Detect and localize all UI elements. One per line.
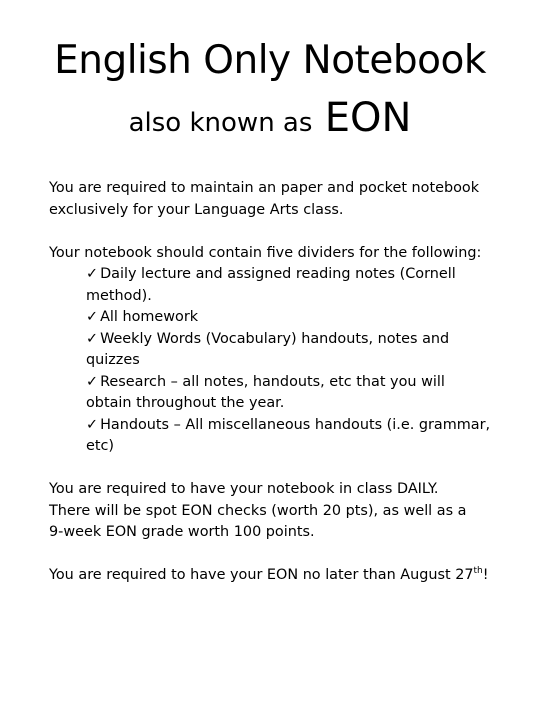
requirements-paragraph (49, 479, 509, 544)
page-title: English Only Notebook (54, 38, 486, 83)
checkmark-icon: ✓ (86, 373, 99, 390)
checkmark-icon: ✓ (86, 330, 99, 347)
paragraph-spacer (49, 544, 509, 566)
requirements-line-2: There will be spot EON checks (worth 20 pts), as well as a (49, 502, 467, 519)
deadline-ordinal-suffix: th (473, 566, 483, 576)
checkmark-icon: ✓ (86, 266, 99, 282)
checklist-item-line-1: Weekly Words (Vocabulary) handouts, notes and (100, 330, 450, 347)
checklist-item (86, 372, 509, 415)
dividers-lead: Your notebook should contain five dividers for the following: (49, 244, 482, 261)
checklist-item (86, 264, 509, 307)
intro-paragraph (49, 178, 509, 221)
checklist-item (86, 329, 509, 372)
subtitle-prefix: also known as (128, 108, 313, 138)
dividers-checklist (49, 264, 509, 458)
paragraph-spacer (49, 221, 509, 243)
intro-line-1: You are required to maintain an paper and pocket notebook (49, 180, 480, 196)
requirements-line-1: You are required to have your notebook in class DAILY. (49, 481, 439, 497)
checklist-item-line-1: Daily lecture and assigned reading notes (Cornell (100, 266, 456, 282)
subtitle-acronym: EON (324, 95, 412, 141)
paragraph-spacer (49, 458, 509, 480)
checklist-item-line-2: obtain throughout the year. (86, 395, 285, 411)
checklist-item-line-2: method). (86, 287, 152, 304)
checklist-item (86, 415, 509, 458)
deadline-ending: ! (482, 567, 489, 583)
deadline-text: You are required to have your EON no later than August 27 (49, 567, 474, 583)
document-body (49, 178, 509, 587)
checklist-item-line-1: Research – all notes, handouts, etc that you will (100, 373, 445, 390)
checklist-item-line-1: Handouts – All miscellaneous handouts (i.e. grammar, (100, 416, 491, 433)
checkmark-icon: ✓ (86, 309, 99, 325)
checklist-item-line-2: etc) (86, 438, 115, 454)
requirements-line-3: 9-week EON grade worth 100 points. (49, 524, 315, 540)
intro-line-2: exclusively for your Language Arts class. (49, 201, 344, 218)
page-subtitle (0, 92, 540, 149)
checkmark-icon: ✓ (86, 416, 99, 433)
checklist-item-line-1: All homework (100, 309, 199, 325)
deadline-paragraph (49, 565, 509, 587)
checklist-item (86, 307, 509, 329)
checklist-item-line-2: quizzes (86, 352, 140, 368)
